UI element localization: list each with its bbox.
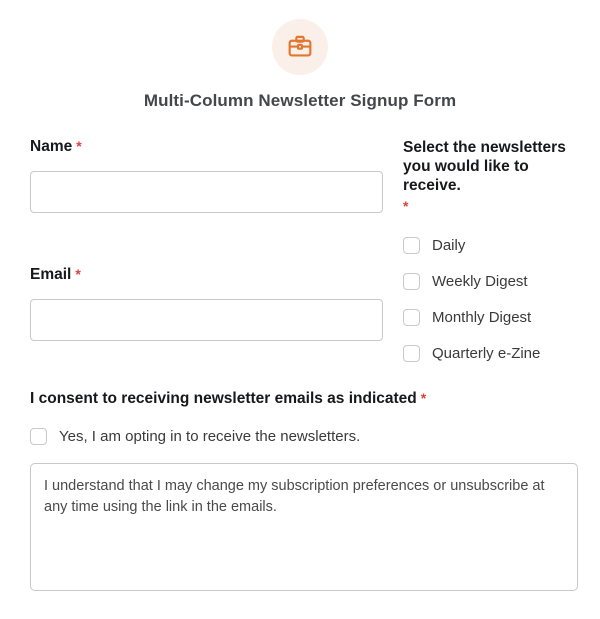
weekly-digest-label: Weekly Digest	[432, 273, 528, 290]
newsletter-signup-form	[0, 19, 600, 619]
newsletter-option-daily[interactable]	[403, 237, 578, 254]
daily-checkbox[interactable]	[403, 237, 420, 254]
email-label: Email *	[30, 266, 81, 283]
weekly-digest-checkbox[interactable]	[403, 273, 420, 290]
newsletter-group-label: Select the newsletters you would like to receive. *	[403, 138, 578, 216]
form-icon-badge	[272, 19, 328, 75]
name-field-group	[30, 138, 383, 213]
email-field-group	[30, 266, 383, 341]
consent-option-label: Yes, I am opting in to receive the newsletters.	[59, 428, 361, 445]
required-asterisk: *	[420, 390, 427, 406]
newsletter-option-weekly[interactable]	[403, 273, 578, 290]
page-title: Multi-Column Newsletter Signup Form	[143, 91, 457, 110]
disclaimer-textarea[interactable]	[30, 463, 578, 591]
form-main-area	[30, 138, 578, 362]
briefcase-icon	[286, 33, 314, 61]
consent-option[interactable]	[30, 428, 578, 445]
newsletter-option-monthly[interactable]	[403, 309, 578, 326]
newsletter-option-quarterly[interactable]	[403, 345, 578, 362]
required-asterisk: *	[403, 198, 409, 214]
required-asterisk: *	[76, 138, 82, 154]
consent-group	[30, 390, 578, 445]
daily-label: Daily	[432, 237, 466, 254]
monthly-digest-checkbox[interactable]	[403, 309, 420, 326]
monthly-digest-label: Monthly Digest	[432, 309, 532, 326]
consent-checkbox[interactable]	[30, 428, 47, 445]
name-input[interactable]	[30, 171, 383, 213]
consent-label: I consent to receiving newsletter emails as indicated *	[30, 390, 427, 407]
name-label: Name *	[30, 138, 82, 155]
required-asterisk: *	[75, 266, 81, 282]
email-input[interactable]	[30, 299, 383, 341]
quarterly-ezine-label: Quarterly e-Zine	[432, 345, 541, 362]
quarterly-ezine-checkbox[interactable]	[403, 345, 420, 362]
newsletter-options	[403, 237, 578, 362]
newsletter-select-group	[403, 138, 578, 362]
